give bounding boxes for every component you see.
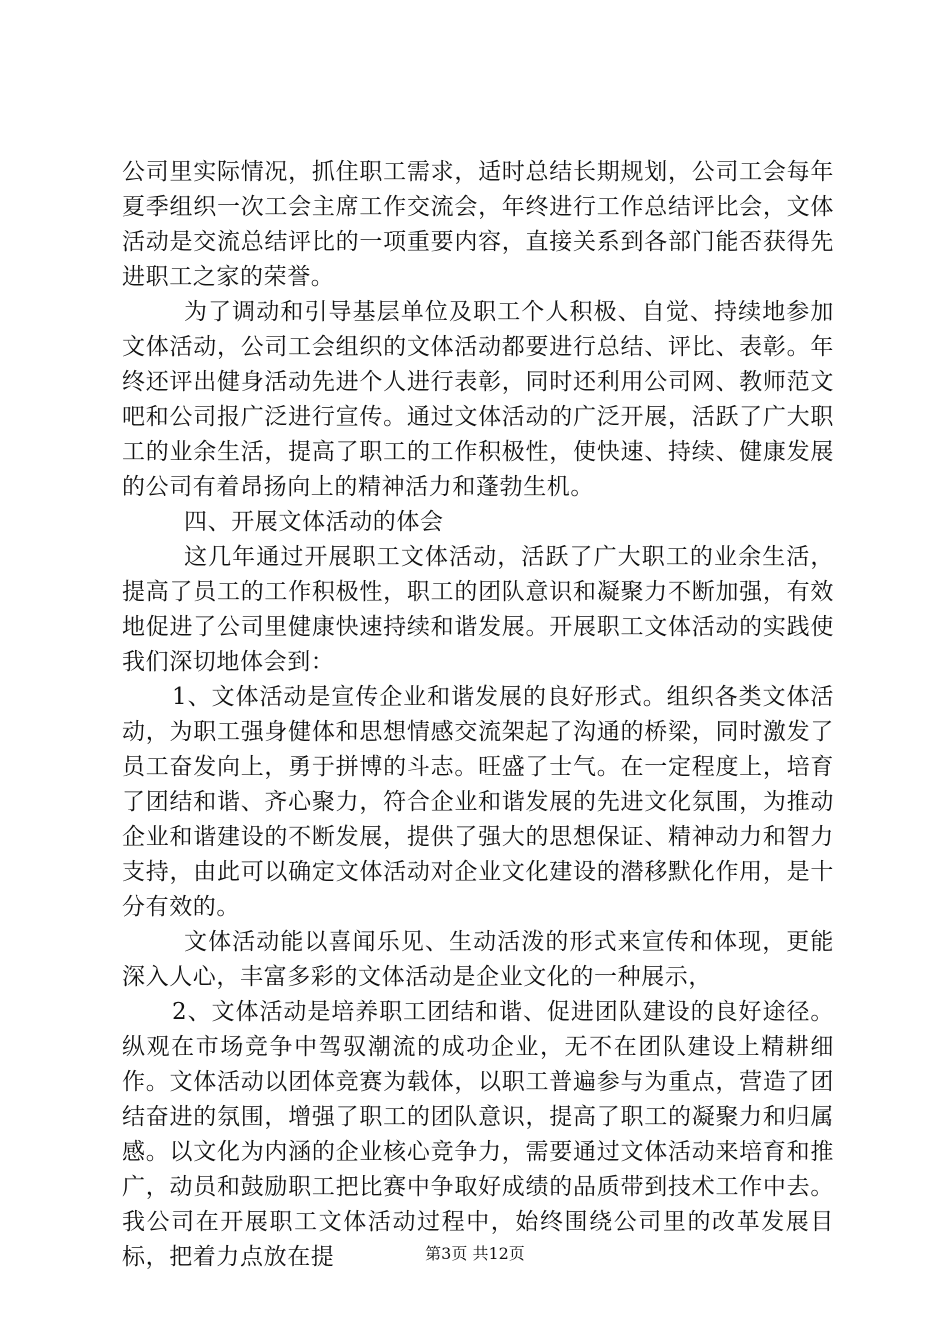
paragraph-intro-experience: 这几年通过开展职工文体活动，活跃了广大职工的业余生活，提高了员工的工作积极性，职工的团队意识和凝聚力不断加强，有效地促进了公司里健康快速持续和谐发展。开展职工文体活动的实践使我们深切地体会到： (122, 544, 834, 675)
section-heading-experience: 四、开展文体活动的体会 (184, 509, 444, 535)
paragraph-continuation: 公司里实际情况，抓住职工需求，适时总结长期规划，公司工会每年夏季组织一次工会主席工作交流会，年终进行工作总结评比会，文体活动是交流总结评比的一项重要内容，直接关系到各部门能否获得先进职工之家的荣誉。 (122, 159, 834, 290)
paragraph-publicity: 为了调动和引导基层单位及职工个人积极、自觉、持续地参加文体活动，公司工会组织的文体活动都要进行总结、评比、表彰。年终还评出健身活动先进个人进行表彰，同时还利用公司网、教师范文吧和公司报广泛进行宣传。通过文体活动的广泛开展，活跃了广大职工的业余生活，提高了职工的工作积极性，使快速、持续、健康发展的公司有着昂扬向上的精神活力和蓬勃生机。 (122, 299, 834, 500)
paragraph-point-2: 2、文体活动是培养职工团结和谐、促进团队建设的良好途径。纵观在市场竞争中驾驭潮流的成功企业，无不在团队建设上精耕细作。文体活动以团体竞赛为载体，以职工普遍参与为重点，营造了团结奋进的氛围，增强了职工的团队意识，提高了职工的凝聚力和归属感。以文化为内涵的企业核心竞争力，需要通过文体活动来培育和推广，动员和鼓励职工把比赛中争取好成绩的品质带到技术工作中去。我公司在开展职工文体活动过程中，始终围绕公司里的改革发展目标，把着力点放在提 (122, 999, 834, 1270)
paragraph-point-1: 1、文体活动是宣传企业和谐发展的良好形式。组织各类文体活动，为职工强身健体和思想情感交流架起了沟通的桥梁，同时激发了员工奋发向上，勇于拼博的斗志。旺盛了士气。在一定程度上，培育了团结和谐、齐心聚力，符合企业和谐发展的先进文化氛围，为推动企业和谐建设的不断发展，提供了强大的思想保证、精神动力和智力支持，由此可以确定文体活动对企业文化建设的潜移默化作用，是十分有效的。 (122, 684, 834, 920)
page-number-footer: 第3页 共12页 (425, 1244, 525, 1263)
paragraph-culture-display: 文体活动能以喜闻乐见、生动活泼的形式来宣传和体现，更能深入人心，丰富多彩的文体活动是企业文化的一种展示， (122, 929, 834, 990)
document-body (122, 155, 834, 1275)
